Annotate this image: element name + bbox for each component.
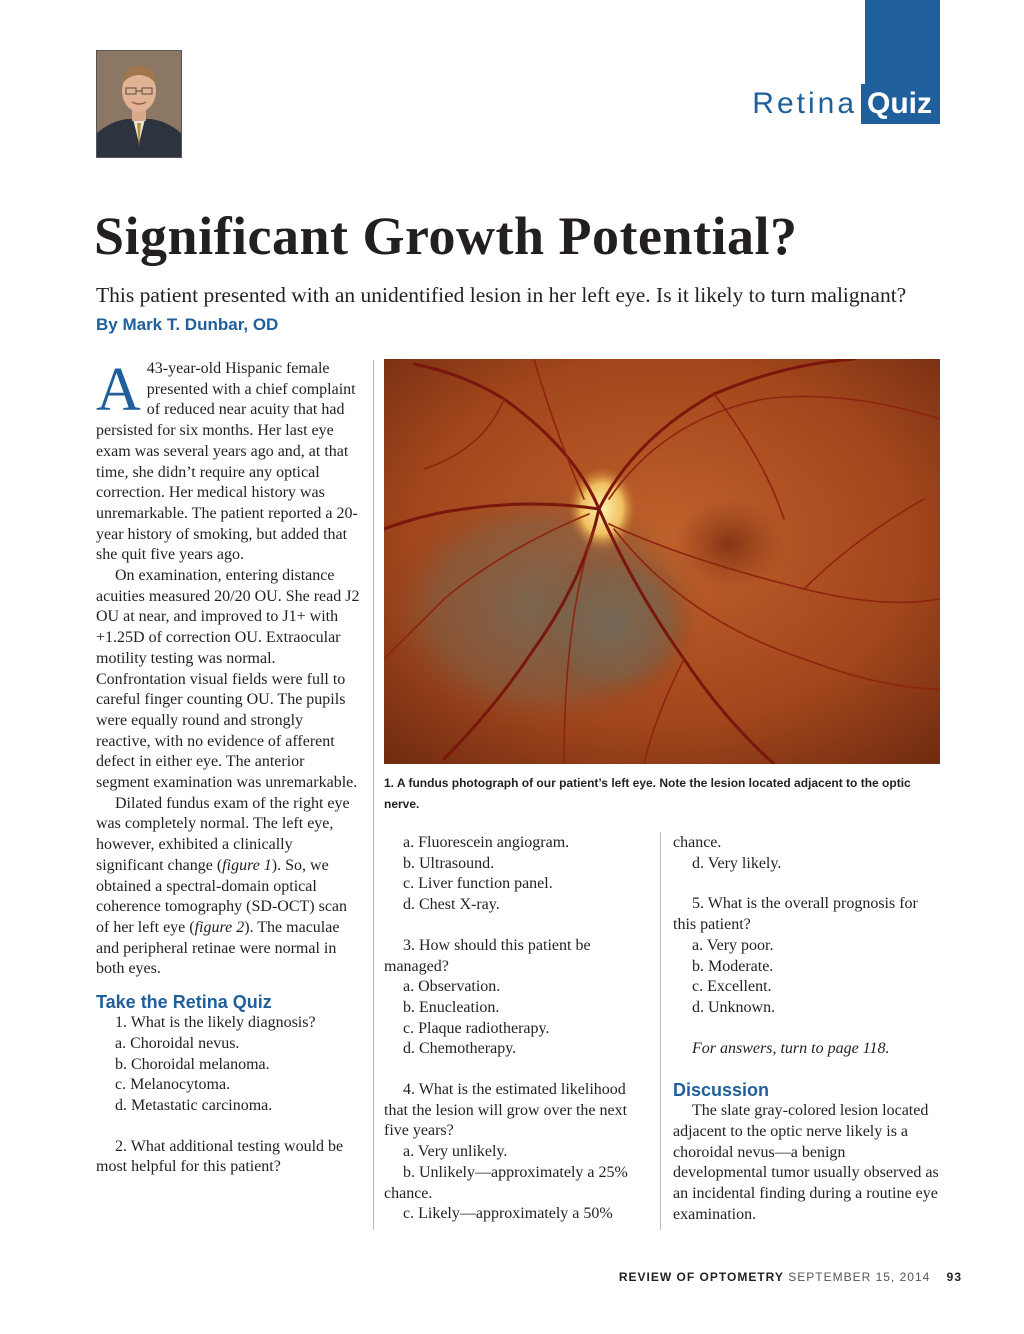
fundus-photograph xyxy=(384,359,940,764)
question-4-option-continued: chance. xyxy=(673,834,722,851)
column-divider xyxy=(660,832,661,1230)
discussion-paragraph: The slate gray-colored lesion located adjacent to the optic nerve likely is a choroidal nevus—a benign developmental tumor usually observed as an incidental finding during a routine eye examination. xyxy=(673,1102,939,1223)
exam-paragraph: On examination, entering distance acuities measured 20/20 OU. She read J2 OU at near, and improved to J1+ with +1.25D of correction OU. Extraocular motility testing was normal. Confrontation visual fields were full to careful finger counting OU. The pupils were equally round and strongly reactive, with no evidence of afferent defect in either eye. The anterior segment examination was unremarkable. xyxy=(96,567,360,792)
question-3-option: c. Plaque radiotherapy. xyxy=(403,1019,550,1037)
figure-1-reference: figure 1 xyxy=(222,856,272,874)
question-2-option: c. Liver function panel. xyxy=(403,875,553,893)
question-5-option: a. Very poor. xyxy=(692,936,774,954)
intro-paragraph: 43-year-old Hispanic female presented with a chief complaint of reduced near acuity that had persisted for six months. Her last eye exam was several years ago and, at that time, she didn’t require any optical correction. Her medical history was unremarkable. The patient reported a 20-year history of smoking, but added that she quit five years ago. xyxy=(96,360,358,564)
question-2-option: b. Ultrasound. xyxy=(403,854,495,872)
page-number: 93 xyxy=(946,1270,962,1284)
article-title: Significant Growth Potential? xyxy=(94,206,798,266)
question-2-option: d. Chest X-ray. xyxy=(403,896,500,914)
dropcap: A xyxy=(96,356,141,424)
question-3-option: b. Enucleation. xyxy=(403,998,500,1016)
fundus-text-2: ). So, we obtained a spectral-domain optical coherence tomography (SD-OCT) scan of her left eye ( xyxy=(96,856,348,936)
column-divider xyxy=(373,360,374,1230)
question-4-option: c. Likely—approximately a 50% xyxy=(403,1205,613,1223)
question-1-option: b. Choroidal melanoma. xyxy=(115,1055,270,1073)
byline: By Mark T. Dunbar, OD xyxy=(96,315,279,334)
question-5-option: b. Moderate. xyxy=(692,957,774,975)
discussion-heading: Discussion xyxy=(673,1080,770,1101)
answers-note-text: For answers, turn to page 118. xyxy=(692,1039,890,1057)
answers-note xyxy=(673,1039,943,1060)
question-4-option: b. Unlikely—approximately a 25% chance. xyxy=(384,1163,628,1202)
section-label xyxy=(752,84,940,124)
issue-date: SEPTEMBER 15, 2014 xyxy=(788,1270,931,1284)
quiz-heading: Take the Retina Quiz xyxy=(96,992,272,1013)
fundus-image xyxy=(384,359,940,764)
fundus-text-3: ). The maculae and peripheral retinae were normal in both eyes. xyxy=(96,918,340,978)
question-3: 3. How should this patient be managed? xyxy=(384,936,591,975)
question-1-option: a. Choroidal nevus. xyxy=(115,1034,240,1052)
question-1: 1. What is the likely diagnosis? xyxy=(115,1014,316,1032)
question-5-option: c. Excellent. xyxy=(692,978,772,996)
question-2-option: a. Fluorescein angiogram. xyxy=(403,834,570,851)
question-4-option: d. Very likely. xyxy=(692,854,782,872)
author-photo xyxy=(96,50,182,158)
section-label-quiz: Quiz xyxy=(861,84,940,124)
question-5: 5. What is the overall prognosis for this patient? xyxy=(673,895,918,934)
question-3-option: d. Chemotherapy. xyxy=(403,1040,517,1058)
magazine-name: REVIEW OF OPTOMETRY xyxy=(618,1270,784,1284)
fundus-paragraph xyxy=(96,794,360,980)
column-2 xyxy=(384,833,646,1225)
question-1-option: d. Metastatic carcinoma. xyxy=(115,1096,273,1114)
figure-caption: 1. A fundus photograph of our patient’s left eye. Note the lesion located adjacent to the optic nerve. xyxy=(384,776,911,811)
section-label-retina: Retina xyxy=(752,87,857,120)
question-4-option: a. Very unlikely. xyxy=(403,1143,508,1161)
author-portrait-image xyxy=(97,51,181,157)
question-5-option: d. Unknown. xyxy=(692,998,776,1016)
figure-2-reference: figure 2 xyxy=(194,918,245,936)
fundus-text-1: Dilated fundus exam of the right eye was completely normal. The left eye, however, exhibited a clinically significant change ( xyxy=(96,794,350,874)
column-1 xyxy=(96,356,360,1178)
column-3 xyxy=(673,833,943,1226)
question-3-option: a. Observation. xyxy=(403,978,501,996)
question-2: 2. What additional testing would be most helpful for this patient? xyxy=(96,1137,344,1176)
page-footer xyxy=(619,1270,962,1284)
question-4: 4. What is the estimated likelihood that the lesion will grow over the next five years? xyxy=(384,1081,628,1140)
article-deck xyxy=(96,281,926,339)
deck-text: This patient presented with an unidentified lesion in her left eye. Is it likely to turn malignant? xyxy=(96,283,907,307)
question-1-option: c. Melanocytoma. xyxy=(115,1076,231,1094)
